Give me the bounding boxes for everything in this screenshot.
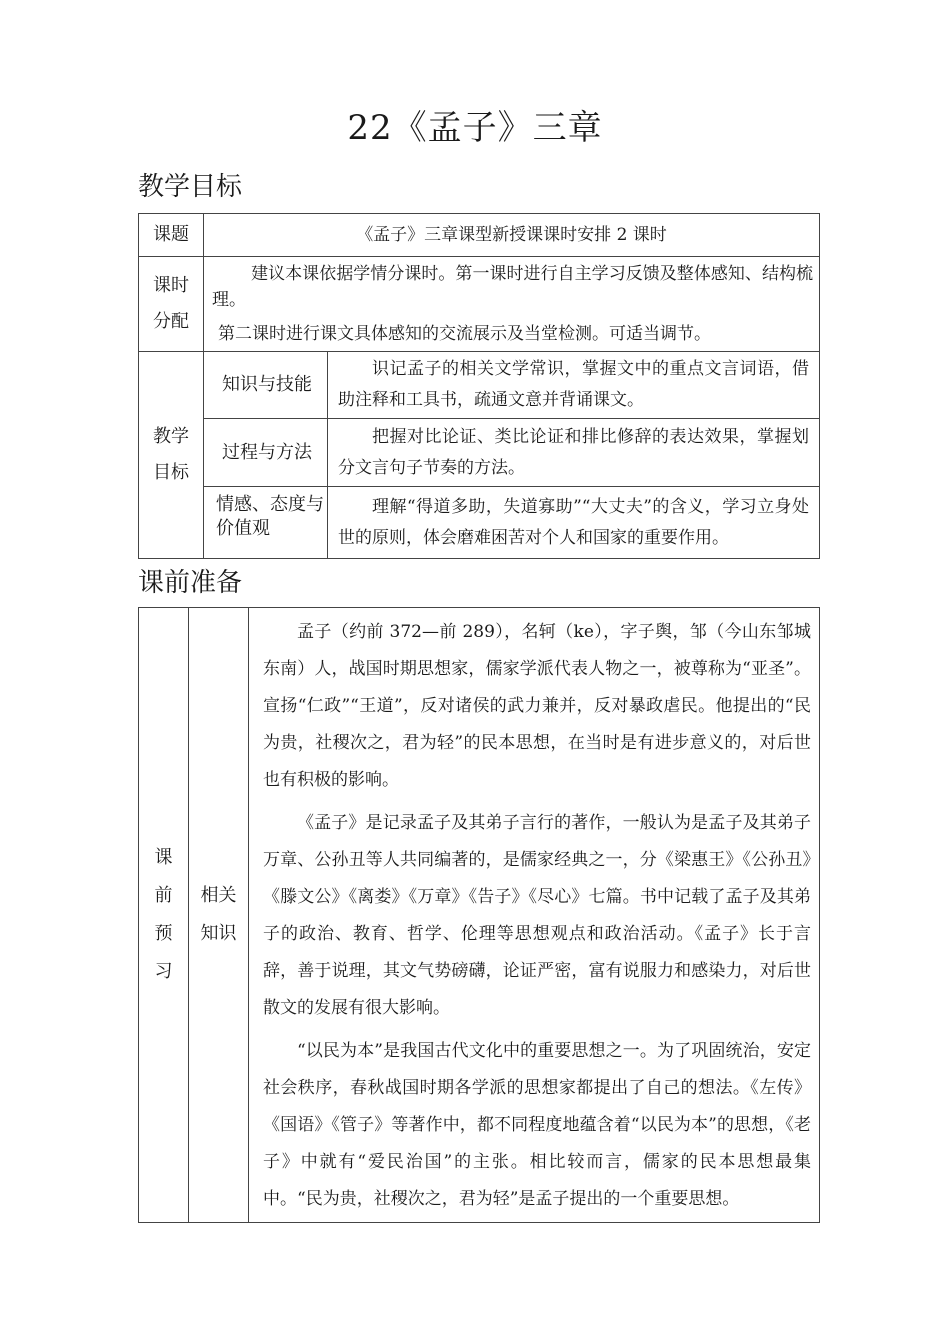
goal-text-process <box>328 419 820 487</box>
goals-label <box>139 352 204 559</box>
goal-text-values <box>328 487 820 559</box>
schedule-content <box>204 257 820 352</box>
prep-subcategory-cell <box>189 608 249 1223</box>
topic-value: 《孟子》三章课型新授课课时安排 2 课时 <box>204 214 820 257</box>
goal-text-knowledge <box>328 352 820 419</box>
topic-label: 课题 <box>139 214 204 257</box>
section-heading-objectives: 教学目标 <box>138 172 243 202</box>
prep-category-char-1: 课 <box>154 847 173 868</box>
goal-text-process-p: 把握对比论证、类比论证和排比修辞的表达效果，掌握划分文言句子节奏的方法。 <box>338 426 809 478</box>
schedule-label-line1: 课时 <box>153 275 189 296</box>
goal-text-values-p: 理解“得道多助，失道寡助”“大丈夫”的含义，学习立身处世的原则，体会磨难困苦对个人和国家的重要作用。 <box>338 496 809 548</box>
goal-name-knowledge: 知识与技能 <box>204 352 328 419</box>
prep-category-char-2: 前 <box>154 885 173 906</box>
prep-content-cell <box>249 608 820 1223</box>
goal-name-values <box>204 487 328 559</box>
schedule-para-1: 建议本课依据学情分课时。第一课时进行自主学习反馈及整体感知、结构梳理。 <box>212 264 813 310</box>
schedule-label-line2: 分配 <box>153 311 189 332</box>
objectives-table <box>138 213 820 559</box>
prep-paragraph-2: 《孟子》是记录孟子及其弟子言行的著作，一般认为是孟子及其弟子万章、公孙丑等人共同编著的，是儒家经典之一，分《梁惠王》《公孙丑》《滕文公》《离娄》《万章》《告子》《尽心》七篇。书中记载了孟子及其弟子的政治、教育、哲学、伦理等思想观点和政治活动。《孟子》长于言辞，善于说理，其文气势磅礴，论证严密，富有说服力和感染力，对后世散文的发展有很大影响。 <box>263 813 811 1018</box>
prep-paragraph-3: “以民为本”是我国古代文化中的重要思想之一。为了巩固统治，安定社会秩序，春秋战国时期各学派的思想家都提出了自己的想法。《左传》《国语》《管子》等著作中，都不同程度地蕴含着“以民为本”的思想，《老子》中就有“爱民治国”的主张。相比较而言，儒家的民本思想最集中。“民为贵，社稷次之，君为轻”是孟子提出的一个重要思想。 <box>263 1041 811 1209</box>
prep-subcategory-line2: 知识 <box>200 923 237 944</box>
prep-category-cell <box>139 608 189 1223</box>
goal-name-values-line2: 价值观 <box>216 518 270 539</box>
section-heading-prep: 课前准备 <box>138 568 243 598</box>
goals-label-line1: 教学 <box>153 426 189 447</box>
prep-table <box>138 607 820 1223</box>
prep-paragraph-1: 孟子（约前 372—前 289），名轲（ke），字子舆，邹（今山东邹城东南）人，战国时期思想家，儒家学派代表人物之一，被尊称为“亚圣”。宣扬“仁政”“王道”，反对诸侯的武力兼并，反对暴政虐民。他提出的“民为贵，社稷次之，君为轻”的民本思想，在当时是有进步意义的，对后世也有积极的影响。 <box>263 622 811 790</box>
goal-name-process: 过程与方法 <box>204 419 328 487</box>
goals-label-line2: 目标 <box>153 462 189 483</box>
goal-name-values-line1: 情感、态度与 <box>216 494 324 515</box>
prep-subcategory-line1: 相关 <box>200 885 237 906</box>
schedule-para-2: 第二课时进行课文具体感知的交流展示及当堂检测。可适当调节。 <box>218 324 711 344</box>
prep-category-char-3: 预 <box>154 923 173 944</box>
goal-text-knowledge-p: 识记孟子的相关文学常识，掌握文中的重点文言词语，借助注释和工具书，疏通文意并背诵课文。 <box>338 359 809 410</box>
document-title: 22《孟子》三章 <box>347 108 603 148</box>
schedule-label <box>139 257 204 352</box>
prep-category-char-4: 习 <box>154 961 173 982</box>
